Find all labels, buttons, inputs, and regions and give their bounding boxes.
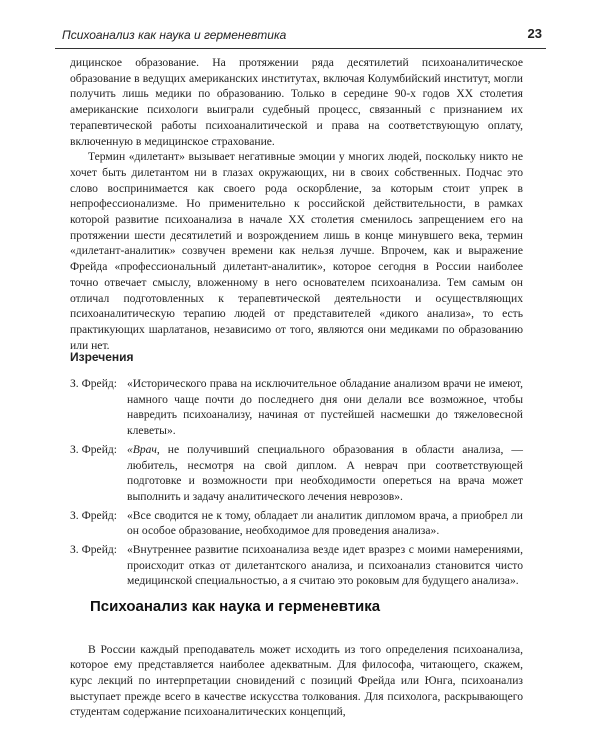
quote-text: «Все сводится не к тому, обладает ли аналитик дипломом врача, а приобрел ли он особое образование, необходимое для проведения анализа». bbox=[127, 508, 523, 538]
quote-item bbox=[70, 442, 523, 505]
quote-emphasis: «Врач bbox=[127, 442, 157, 456]
paragraph: Термин «дилетант» вызывает негативные эмоции у многих людей, поскольку никто не хочет быть дилетантом ни в глазах окружающих, ни в своих собственных. Подчас это слово воспринимается как своего рода оскорбление, за которым стоит упрек в непрофессионализме. Но применительно к российской действительности, в рамках которой развитие психоанализа в начале XX столетия сменилось запрещением его на протяжении шести десятилетий и возрождением лишь в конце минувшего века, термин «дилетант-аналитик» созвучен времени как нельзя лучше. Впрочем, как и выражение Фрейда «профессиональный дилетант-аналитик», которое сегодня в России наиболее точно отвечает смыслу, вложенному в него основателем психоанализа. Тем самым он отличал подготовленных к терапевтической деятельности и осуществляющих психоаналитическую терапию людей от представителей «дикого анализа», то есть практикующих шарлатанов, независимо от того, являются они медиками по образованию или нет. bbox=[70, 150, 523, 352]
quote-item bbox=[70, 376, 523, 439]
section-paragraph: В России каждый преподаватель может исходить из того определения психоанализа, которое ему представляется наиболее адекватным. Для философа, читающего, скажем, курс лекций по интерпретации сновидений с позиций Фрейда или Юнга, психоанализ выступает прежде всего в качестве искусства толкования. Для психолога, раскрывающего студентам содержание психоаналитических концепций, bbox=[70, 642, 523, 719]
quote-author: З. Фрейд: bbox=[70, 543, 118, 557]
running-header bbox=[55, 26, 546, 49]
body-text bbox=[70, 55, 523, 353]
quote-text bbox=[127, 442, 523, 505]
running-title: Психоанализ как наука и герменевтика bbox=[62, 28, 287, 42]
quote-text: «Внутреннее развитие психоанализа везде идет вразрез с моими намерениями, происходит отказ от дилетантского анализа, и психоанализ становится чисто медицинской специальностью, а я считаю это роковым для будущего анализа». bbox=[127, 543, 523, 588]
quote-text: «Исторического права на исключительное обладание анализом врачи не имеют, намного чаще почти до последнего дня они делали все возможное, чтобы навредить психоанализу, начиная от пустейшей насмешки до тяжеловесной клеветы». bbox=[127, 377, 523, 438]
quote-item bbox=[70, 508, 523, 539]
quotes-list bbox=[70, 376, 523, 592]
quote-author: З. Фрейд: bbox=[70, 508, 118, 522]
quote-item bbox=[70, 542, 523, 589]
quote-rest: , не получивший специального образования в области анализа, — любитель, несмотря на свой диплом. А неврач при соответствующей подготовке и возможности при необходимости опереться на врача может выполнить и задачу аналитического лечения неврозов». bbox=[127, 442, 523, 503]
paragraph: дицинское образование. На протяжении ряда десятилетий психоаналитическое образование в ведущих американских институтах, включая Колумбийский институт, могли получить лишь медики по образованию. Только в середине 90-х годов XX столетия американские психологи выиграли судебный процесс, связанный с признанием их терапевтической работы психоаналитической и права на соответствующую оплату, включенную в медицинское страхование. bbox=[70, 56, 523, 148]
quote-author: З. Фрейд: bbox=[70, 442, 118, 456]
quote-author: З. Фрейд: bbox=[70, 377, 118, 390]
page-number: 23 bbox=[527, 26, 542, 41]
section-title: Психоанализ как наука и герменевтика bbox=[90, 598, 381, 615]
quotes-heading: Изречения bbox=[70, 350, 134, 364]
